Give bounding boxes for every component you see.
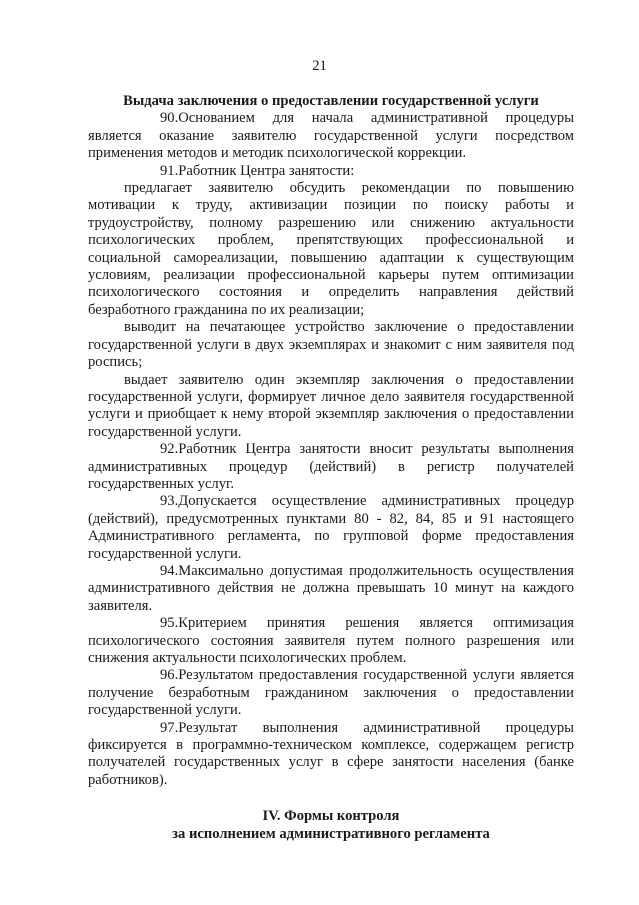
paragraph-text: Критерием принятия решения является оптимизация психологического состояния заявителя путем полного разрешения или снижения актуальности психологических проблем. <box>88 615 574 666</box>
paragraph-number: 93. <box>160 493 179 510</box>
section-title: Выдача заключения о предоставлении государственной услуги <box>123 93 539 109</box>
page-number: 21 <box>312 58 327 74</box>
paragraph-91 <box>88 163 574 180</box>
paragraph-number: 92. <box>160 441 179 458</box>
paragraph-90 <box>88 110 574 162</box>
paragraph-text: Результатом предоставления государственной услуги является получение безработным гражданином заключения о предоставлении государственной услуги. <box>88 667 574 719</box>
paragraph-text: Максимально допустимая продолжительность осуществления административного действия не должна превышать 10 минут на каждого заявителя. <box>88 562 574 614</box>
paragraph-text: Работник Центра занятости вносит результаты выполнения административных процедур (действий) в регистр получателей государственных услуг. <box>88 441 574 492</box>
paragraph-text: Работник Центра занятости: <box>178 162 355 179</box>
paragraph-number: 97. <box>160 719 179 736</box>
paragraph-text: Допускается осуществление административных процедур (действий), предусмотренных пунктами 80 - 82, 84, 85 и 91 настоящего Административного регламента, по групповой форме предоставления государственной услуги. <box>88 493 574 562</box>
paragraph-92 <box>88 441 574 493</box>
paragraph-number: 94. <box>160 562 179 579</box>
paragraph-95 <box>88 615 574 667</box>
list-item: выводит на печатающее устройство заключение о предоставлении государственной услуги в двух экземплярах и знакомит с ним заявителя под роспись; <box>88 319 574 371</box>
paragraph-number: 90. <box>160 110 179 127</box>
paragraph-number: 96. <box>160 667 179 684</box>
list-item: предлагает заявителю обсудить рекомендации по повышению мотивации к труду, активизации позиции по поиску работы и трудоустройству, полному разрешению или снижению актуальности психологических проблем, препятствующих профессиональной и социальной самореализации, повышению адаптации к существующим условиям, реализации профессиональной карьеры путем оптимизации психологического состояния и определить направления действий безработного гражданина по их реализации; <box>88 180 574 318</box>
next-section-heading <box>88 807 574 843</box>
page-body <box>88 93 574 789</box>
section-heading-line-2: за исполнением административного регламента <box>172 826 490 842</box>
paragraph-number: 95. <box>160 615 179 632</box>
paragraph-number: 91. <box>160 162 179 179</box>
paragraph-text: Основанием для начала административной процедуры является оказание заявителю государственной услуги посредством применения методов и методик психологической коррекции. <box>88 110 574 162</box>
paragraph-97 <box>88 720 574 790</box>
section-heading-line-1: IV. Формы контроля <box>262 808 400 824</box>
paragraph-96 <box>88 667 574 719</box>
paragraph-93 <box>88 493 574 563</box>
paragraph-text: Результат выполнения административной процедуры фиксируется в программно-техническом комплексе, содержащем регистр получателей государственных услуг в сфере занятости населения (банке работников). <box>88 719 574 788</box>
paragraph-94 <box>88 563 574 615</box>
list-item: выдает заявителю один экземпляр заключения о предоставлении государственной услуги, формирует личное дело заявителя государственной услуги и приобщает к нему второй экземпляр заключения о предоставлении государственной услуги. <box>88 371 574 440</box>
